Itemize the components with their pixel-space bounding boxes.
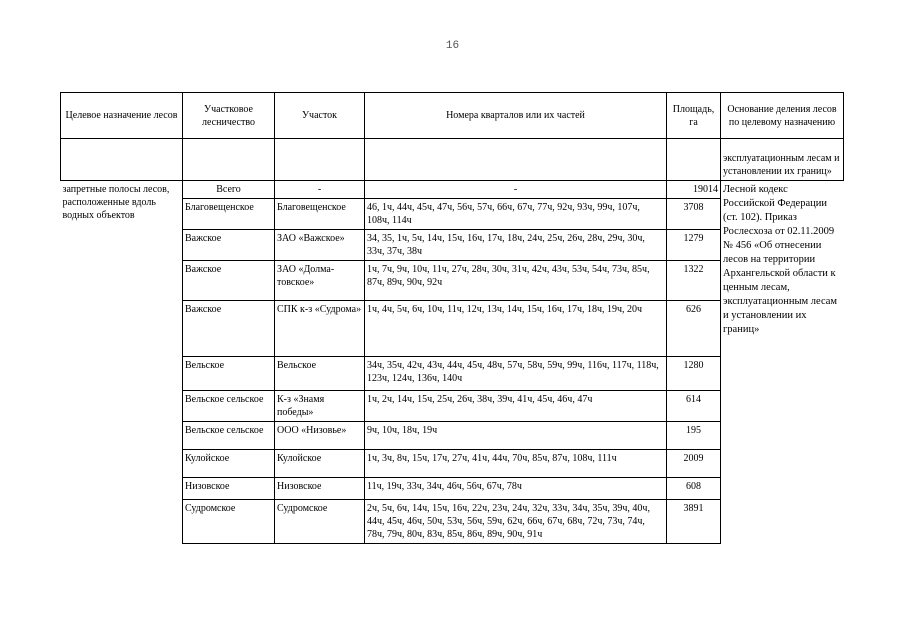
table-header-row [61,93,844,139]
area-cell: 1279 [667,230,721,261]
basis-cell: Лесной кодекс Российской Федерации (ст. 102). Приказ Рослесхоза от 02.11.2009 № 456 «Об отнесении лесов на территории Архангельской области к ценным лесам, эксплуатационным лесам и установлении их границ» [721,181,844,544]
forest-purpose-table [60,92,844,544]
section-cell: ООО «Низовье» [275,422,365,450]
district-cell: Судромское [183,500,275,544]
section-cell: Благовещенское [275,199,365,230]
district-cell: Вельское [183,357,275,391]
quarters-cell: 1ч, 7ч, 9ч, 10ч, 11ч, 27ч, 28ч, 30ч, 31ч, 42ч, 43ч, 53ч, 54ч, 73ч, 85ч, 87ч, 89ч, 90ч, 92ч [365,261,667,301]
section-cell: СПК к-з «Судрома» [275,301,365,357]
quarters-cell: 1ч, 2ч, 14ч, 15ч, 25ч, 26ч, 38ч, 39ч, 41ч, 45ч, 46ч, 47ч [365,391,667,422]
section-cell: - [275,181,365,199]
section-cell: Низовское [275,478,365,500]
area-cell: 614 [667,391,721,422]
area-cell: 3708 [667,199,721,230]
section-cell: К-з «Знамя победы» [275,391,365,422]
area-cell: 608 [667,478,721,500]
continuation-empty-cell [667,139,721,181]
district-cell: Вельское сельское [183,391,275,422]
quarters-cell: 46, 1ч, 44ч, 45ч, 47ч, 56ч, 57ч, 66ч, 67ч, 77ч, 92ч, 93ч, 99ч, 107ч, 108ч, 114ч [365,199,667,230]
header-basis: Основание деления лесов по целевому назначению [721,93,844,139]
purpose-cell: запретные полосы лесов, расположенные вдоль водных объектов [61,181,183,544]
continuation-empty-cell [61,139,183,181]
area-cell: 626 [667,301,721,357]
quarters-cell: 11ч, 19ч, 33ч, 34ч, 46ч, 56ч, 67ч, 78ч [365,478,667,500]
district-cell: Всего [183,181,275,199]
header-quarters: Номера кварталов или их частей [365,93,667,139]
area-cell: 2009 [667,450,721,478]
district-cell: Низовское [183,478,275,500]
area-cell: 195 [667,422,721,450]
quarters-cell: - [365,181,667,199]
continuation-empty-cell [275,139,365,181]
district-cell: Важское [183,261,275,301]
section-cell: Судромское [275,500,365,544]
header-district: Участковое лесничество [183,93,275,139]
district-cell: Кулойское [183,450,275,478]
area-cell: 1280 [667,357,721,391]
header-area: Площадь, га [667,93,721,139]
continuation-empty-cell [365,139,667,181]
district-cell: Благовещенское [183,199,275,230]
section-cell: ЗАО «Долма-товское» [275,261,365,301]
quarters-cell: 2ч, 5ч, 6ч, 14ч, 15ч, 16ч, 22ч, 23ч, 24ч, 32ч, 33ч, 34ч, 35ч, 39ч, 40ч, 44ч, 45ч, 46ч, 50ч, 53ч, 56ч, 59ч, 62ч, 66ч, 67ч, 68ч, 72ч, 73ч, 74ч, 78ч, 79ч, 80ч, 83ч, 85ч, 86ч, 89ч, 90ч, 91ч [365,500,667,544]
quarters-cell: 34ч, 35ч, 42ч, 43ч, 44ч, 45ч, 48ч, 57ч, 58ч, 59ч, 99ч, 116ч, 117ч, 118ч, 123ч, 124ч, 136ч, 140ч [365,357,667,391]
district-cell: Вельское сельское [183,422,275,450]
area-cell: 1322 [667,261,721,301]
continuation-empty-cell [183,139,275,181]
section-cell: Кулойское [275,450,365,478]
quarters-cell: 34, 35, 1ч, 5ч, 14ч, 15ч, 16ч, 17ч, 18ч, 24ч, 25ч, 26ч, 28ч, 29ч, 30ч, 33ч, 37ч, 38ч [365,230,667,261]
area-cell: 3891 [667,500,721,544]
area-cell: 19014 [667,181,721,199]
district-cell: Важское [183,230,275,261]
continuation-basis-cell: эксплуатационным лесам и установлении их границ» [721,139,844,181]
header-section: Участок [275,93,365,139]
page-number: 16 [445,40,460,52]
section-cell: Вельское [275,357,365,391]
table-row [61,181,844,199]
section-cell: ЗАО «Важское» [275,230,365,261]
district-cell: Важское [183,301,275,357]
quarters-cell: 9ч, 10ч, 18ч, 19ч [365,422,667,450]
header-purpose: Целевое назначение лесов [61,93,183,139]
continuation-row [61,139,844,181]
quarters-cell: 1ч, 4ч, 5ч, 6ч, 10ч, 11ч, 12ч, 13ч, 14ч, 15ч, 16ч, 17ч, 18ч, 19ч, 20ч [365,301,667,357]
quarters-cell: 1ч, 3ч, 8ч, 15ч, 17ч, 27ч, 41ч, 44ч, 70ч, 85ч, 87ч, 108ч, 111ч [365,450,667,478]
